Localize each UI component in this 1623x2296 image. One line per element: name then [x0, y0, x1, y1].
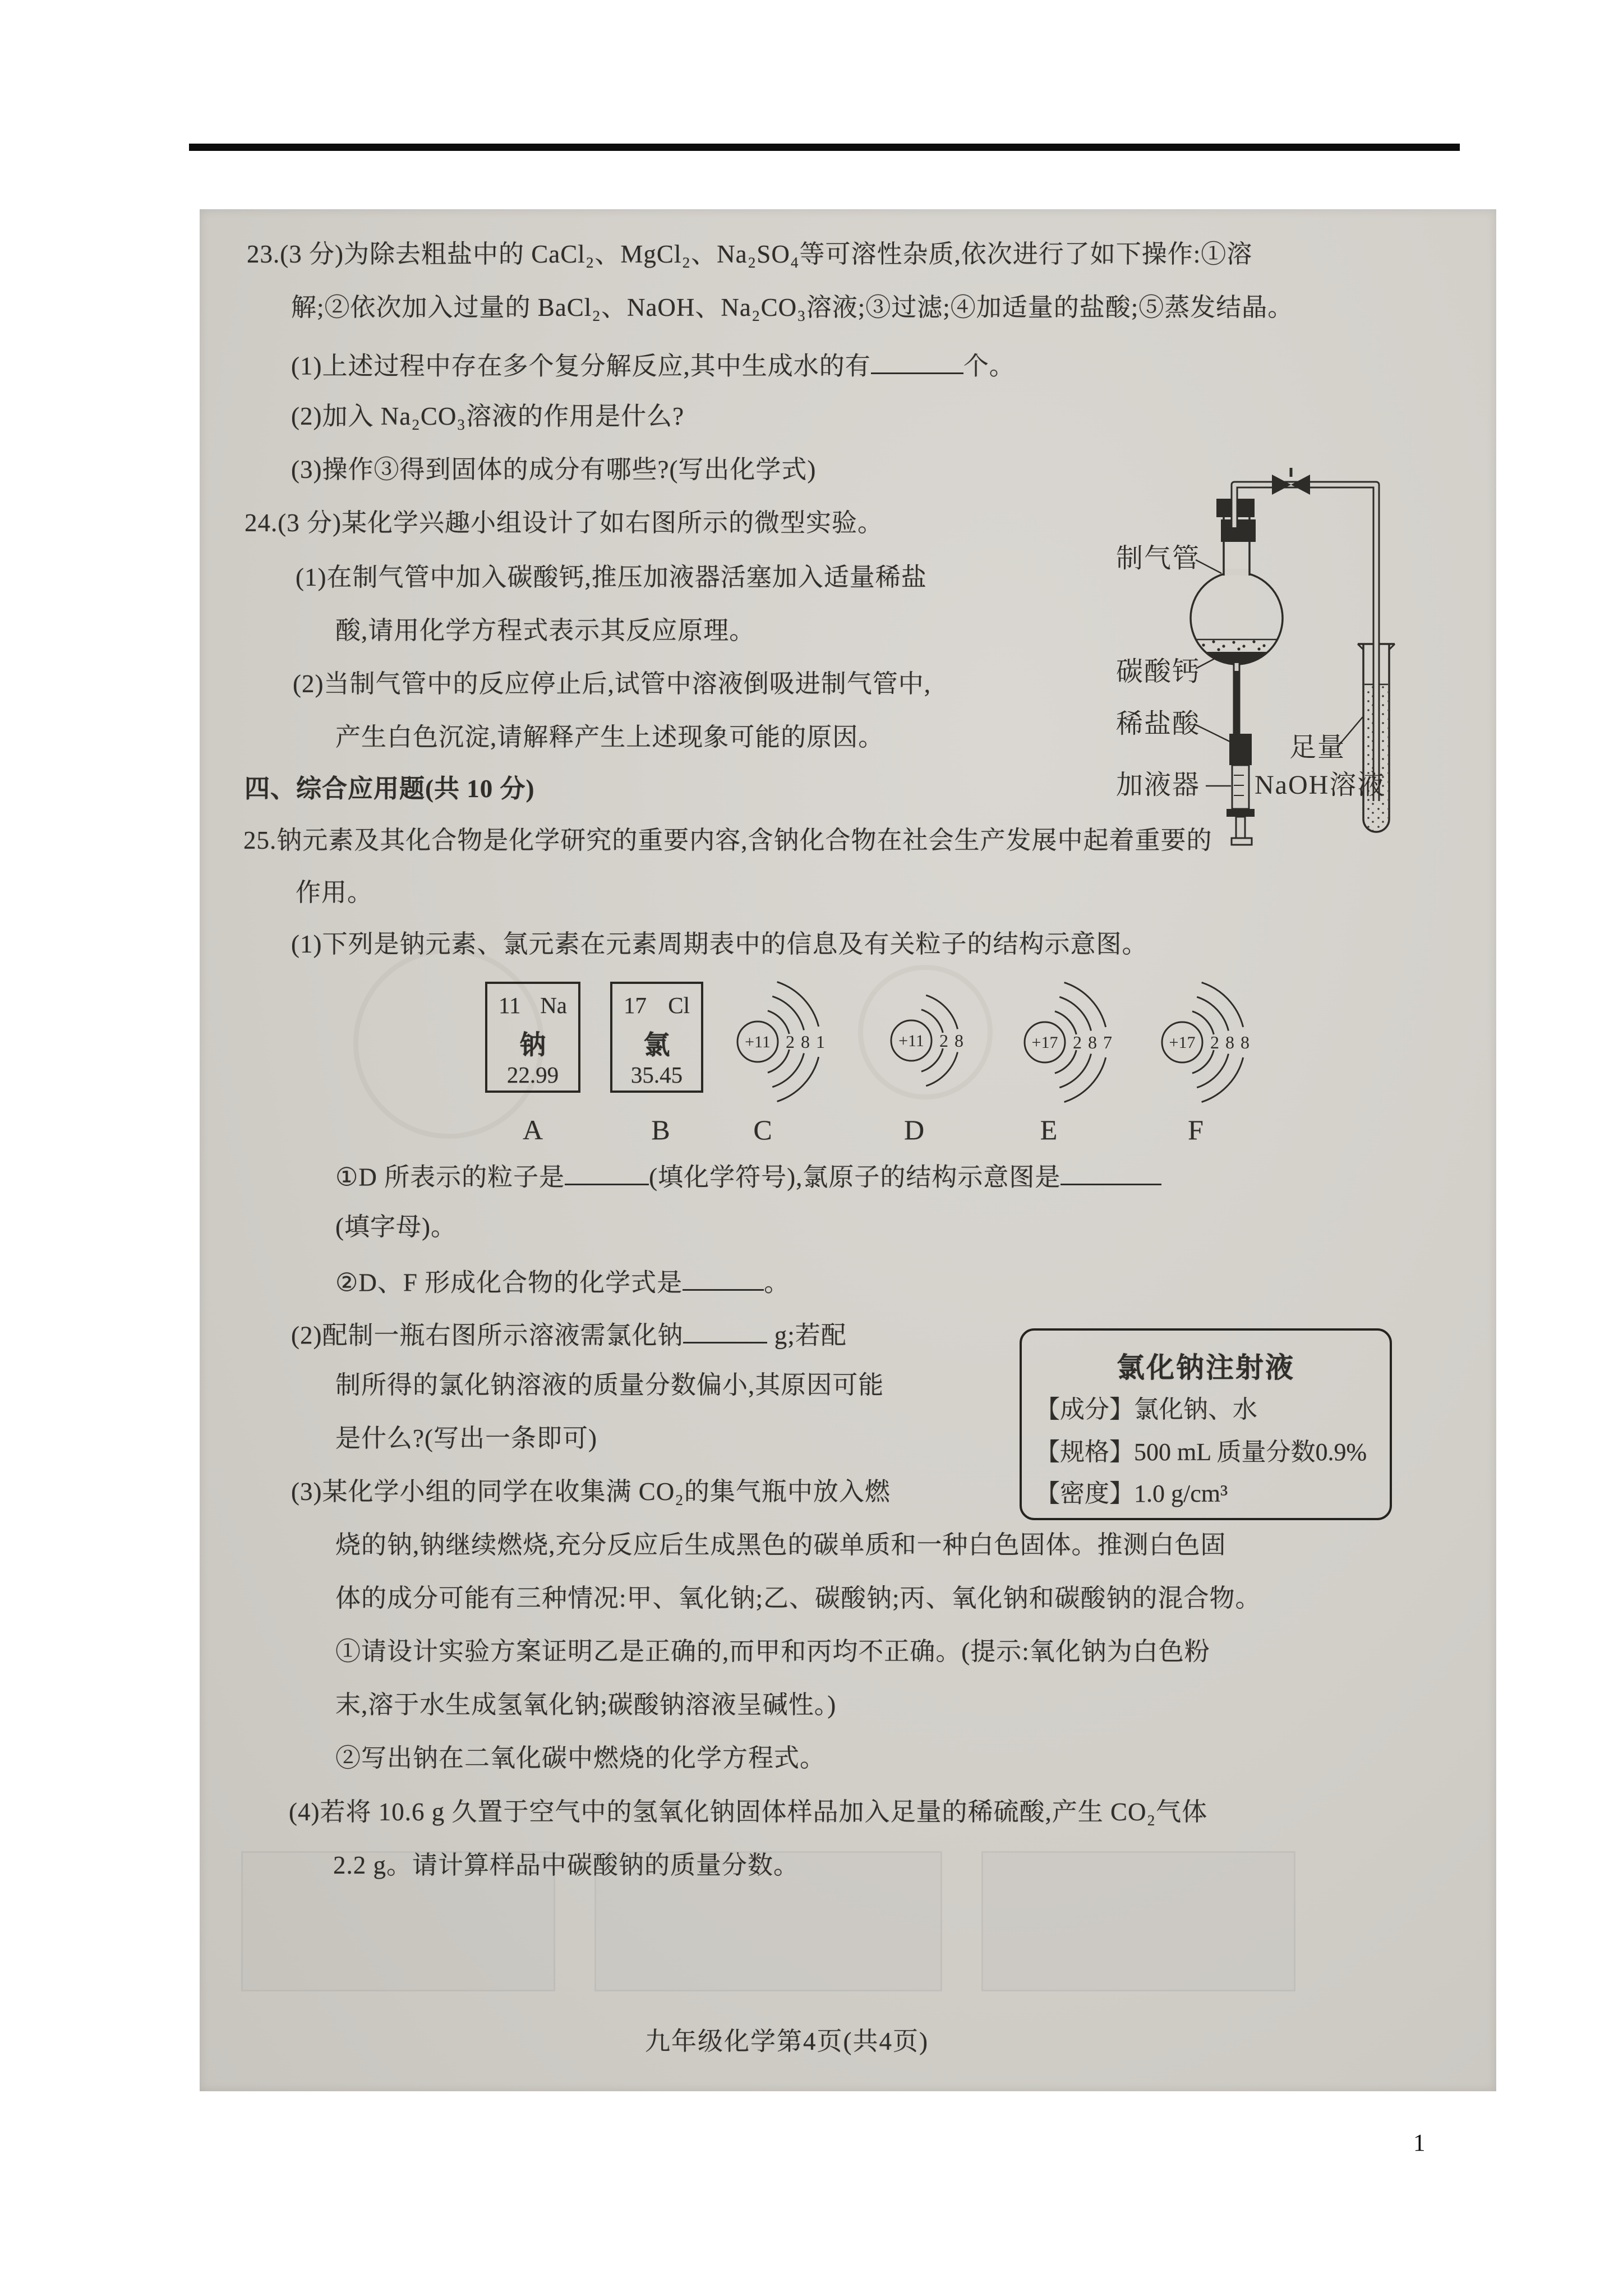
q24-sub2a: (2)当制气管中的反应停止后,试管中溶液倒吸进制气管中, [293, 670, 931, 698]
section4-heading: 四、综合应用题(共 10 分) [245, 775, 535, 803]
q24-line1: 24.(3 分)某化学兴趣小组设计了如右图所示的微型实验。 [245, 509, 883, 537]
q25-c1-pre: ①D 所表示的粒子是 [335, 1163, 565, 1191]
atomic-mass: 22.99 [506, 1062, 559, 1088]
caption-A: A [522, 1114, 543, 1145]
q25-sub2 [291, 1317, 847, 1350]
gas-generating-flask [1191, 572, 1283, 664]
valve-icon [1291, 475, 1310, 495]
q25-c1 [335, 1159, 1161, 1191]
sediment-speckles [1202, 640, 1265, 651]
svg-text:+11: +11 [898, 1032, 924, 1051]
apparatus-label-enough: 足量 [1289, 733, 1346, 762]
element-box-sodium [485, 982, 580, 1093]
svg-text:7: 7 [1103, 1032, 1112, 1052]
q23-sub1 [291, 348, 1015, 380]
stopper-body [1221, 519, 1256, 542]
top-divider-line [189, 144, 1460, 151]
atomic-mass: 35.45 [630, 1062, 683, 1088]
q25-c2 [335, 1264, 790, 1297]
svg-text:8: 8 [1241, 1032, 1249, 1052]
q24-sub1b: 酸,请用化学方程式表示其反应原理。 [335, 616, 755, 645]
svg-text:2: 2 [1210, 1032, 1219, 1052]
caption-F: F [1188, 1114, 1204, 1145]
apparatus-label-hcl: 稀盐酸 [1116, 709, 1201, 739]
element-symbol: Na [540, 992, 567, 1018]
q23-sub2: (2)加入 Na₂CO₃溶液的作用是什么? [291, 402, 685, 430]
apparatus-label-dropper: 加液器 [1116, 770, 1201, 800]
q23-sub3: (3)操作③得到固体的成分有哪些?(写出化学式) [291, 455, 817, 484]
q25-sub1-intro: (1)下列是钠元素、氯元素在元素周期表中的信息及有关粒子的结构示意图。 [291, 930, 1148, 958]
structure-diagram-D [879, 979, 1008, 1102]
svg-text:2: 2 [939, 1030, 948, 1051]
structure-diagram-E [1012, 981, 1141, 1104]
plunger-flange [1227, 809, 1255, 817]
q25-c1-cont: (填字母)。 [335, 1213, 457, 1241]
q25-c1-mid: (填化学符号),氯原子的结构示意图是 [649, 1163, 1061, 1191]
injection-ingredients: 【成分】氯化钠、水 [1035, 1396, 1257, 1423]
answer-blank [871, 348, 963, 374]
svg-text:+17: +17 [1169, 1033, 1196, 1052]
answer-blank [1061, 1159, 1161, 1185]
svg-text:2: 2 [786, 1031, 795, 1052]
q25-sub3-c1b: 末,溶于水生成氢氧化钠;碳酸钠溶液呈碱性。) [335, 1691, 837, 1719]
q25-sub3-l3: 体的成分可能有三种情况:甲、氧化钠;乙、碳酸钠;丙、氧化钠和碳酸钠的混合物。 [335, 1584, 1261, 1612]
svg-text:8: 8 [801, 1031, 810, 1052]
nacl-injection-label [1020, 1328, 1392, 1520]
svg-text:+17: +17 [1031, 1033, 1058, 1052]
caption-E: E [1040, 1114, 1058, 1145]
q25-sub2-l2: 制所得的氯化钠溶液的质量分数偏小,其原因可能 [335, 1371, 884, 1399]
q23-sub1-text: (1)上述过程中存在多个复分解反应,其中生成水的有 [291, 352, 871, 380]
q25-c2-pre: ②D、F 形成化合物的化学式是 [335, 1268, 683, 1297]
svg-text:8: 8 [1088, 1032, 1097, 1052]
q25-line2: 作用。 [296, 878, 374, 907]
q25-sub3-l2: 烧的钠,钠继续燃烧,充分反应后生成黑色的碳单质和一种白色固体。推测白色固 [335, 1531, 1227, 1559]
q25-sub3-l1: (3)某化学小组的同学在收集满 CO₂的集气瓶中放入燃 [291, 1478, 891, 1506]
apparatus-label-gas-tube: 制气管 [1116, 544, 1201, 573]
structure-diagram-F [1150, 981, 1279, 1104]
leader-line [1196, 725, 1232, 743]
element-box-chlorine [610, 982, 703, 1093]
atomic-number: 11 [499, 992, 521, 1018]
answer-blank [683, 1317, 767, 1343]
micro-experiment-figure [1094, 466, 1497, 858]
q25-sub4-l1: (4)若将 10.6 g 久置于空气中的氢氧化钠固体样品加入足量的稀硫酸,产生 CO₂气体 [289, 1798, 1208, 1826]
injection-spec: 【规格】500 mL 质量分数0.9% [1035, 1438, 1367, 1466]
q24-sub1a: (1)在制气管中加入碳酸钙,推压加液器活塞加入适量稀盐 [296, 563, 927, 591]
neck-join [1224, 569, 1249, 576]
q25-sub3-c1a: ①请设计实验方案证明乙是正确的,而甲和丙均不正确。(提示:氧化钠为白色粉 [335, 1637, 1210, 1665]
svg-text:2: 2 [1073, 1032, 1082, 1052]
injection-density: 【密度】1.0 g/cm³ [1035, 1480, 1228, 1507]
corner-page-number: 1 [1413, 2130, 1426, 2156]
q25-sub2-pre: (2)配制一瓶右图所示溶液需氯化钠 [291, 1321, 684, 1350]
q25-sub2-l3: 是什么?(写出一条即可) [335, 1424, 597, 1452]
svg-text:+11: +11 [745, 1033, 771, 1052]
q23-line1: 23.(3 分)为除去粗盐中的 CaCl₂、MgCl₂、Na₂SO₄等可溶性杂质,依次进行了如下操作:①溶 [247, 240, 1253, 268]
svg-text:8: 8 [955, 1030, 963, 1051]
atomic-number: 17 [624, 992, 647, 1018]
caption-C: C [753, 1114, 772, 1145]
answer-blank [565, 1159, 649, 1185]
element-name: 钠 [519, 1031, 546, 1060]
liquid-adder-connector [1229, 734, 1252, 765]
structure-diagram-C [725, 980, 854, 1103]
caption-D: D [903, 1114, 925, 1145]
q25-sub3-c2: ②写出钠在二氧化碳中燃烧的化学方程式。 [335, 1744, 826, 1772]
page-footer: 九年级化学第4页(共4页) [645, 2027, 929, 2055]
injection-title: 氯化钠注射液 [1117, 1352, 1295, 1383]
answer-blank [683, 1264, 764, 1291]
element-symbol: Cl [668, 992, 690, 1018]
calcium-carbonate-sediment [1205, 652, 1268, 664]
q25-sub2-post: g;若配 [767, 1321, 847, 1350]
q24-sub2b: 产生白色沉淀,请解释产生上述现象可能的原因。 [335, 723, 884, 751]
q25-sub4-l2: 2.2 g。请计算样品中碳酸钠的质量分数。 [333, 1851, 800, 1879]
q25-line1: 25.钠元素及其化合物是化学研究的重要内容,含钠化合物在社会生产发展中起着重要的 [243, 826, 1212, 854]
q25-c2-post: 。 [764, 1268, 790, 1297]
caption-B: B [651, 1114, 670, 1145]
apparatus-label-caco3: 碳酸钙 [1116, 657, 1201, 687]
q23-line2: 解;②依次加入过量的 BaCl₂、NaOH、Na₂CO₃溶液;③过滤;④加适量的盐酸;⑤蒸发结晶。 [291, 293, 1294, 321]
svg-text:1: 1 [816, 1031, 825, 1052]
element-name: 氯 [643, 1031, 670, 1060]
bleedthrough-artifact [981, 1851, 1295, 1991]
valve-icon [1272, 475, 1291, 495]
plunger-stem [1236, 817, 1245, 838]
plunger-foot [1232, 838, 1252, 845]
q23-sub1-unit: 个。 [963, 352, 1015, 380]
liquid-adder-barrel [1232, 765, 1249, 809]
svg-text:8: 8 [1225, 1032, 1234, 1052]
apparatus-label-naoh: NaOH溶液 [1255, 770, 1386, 800]
